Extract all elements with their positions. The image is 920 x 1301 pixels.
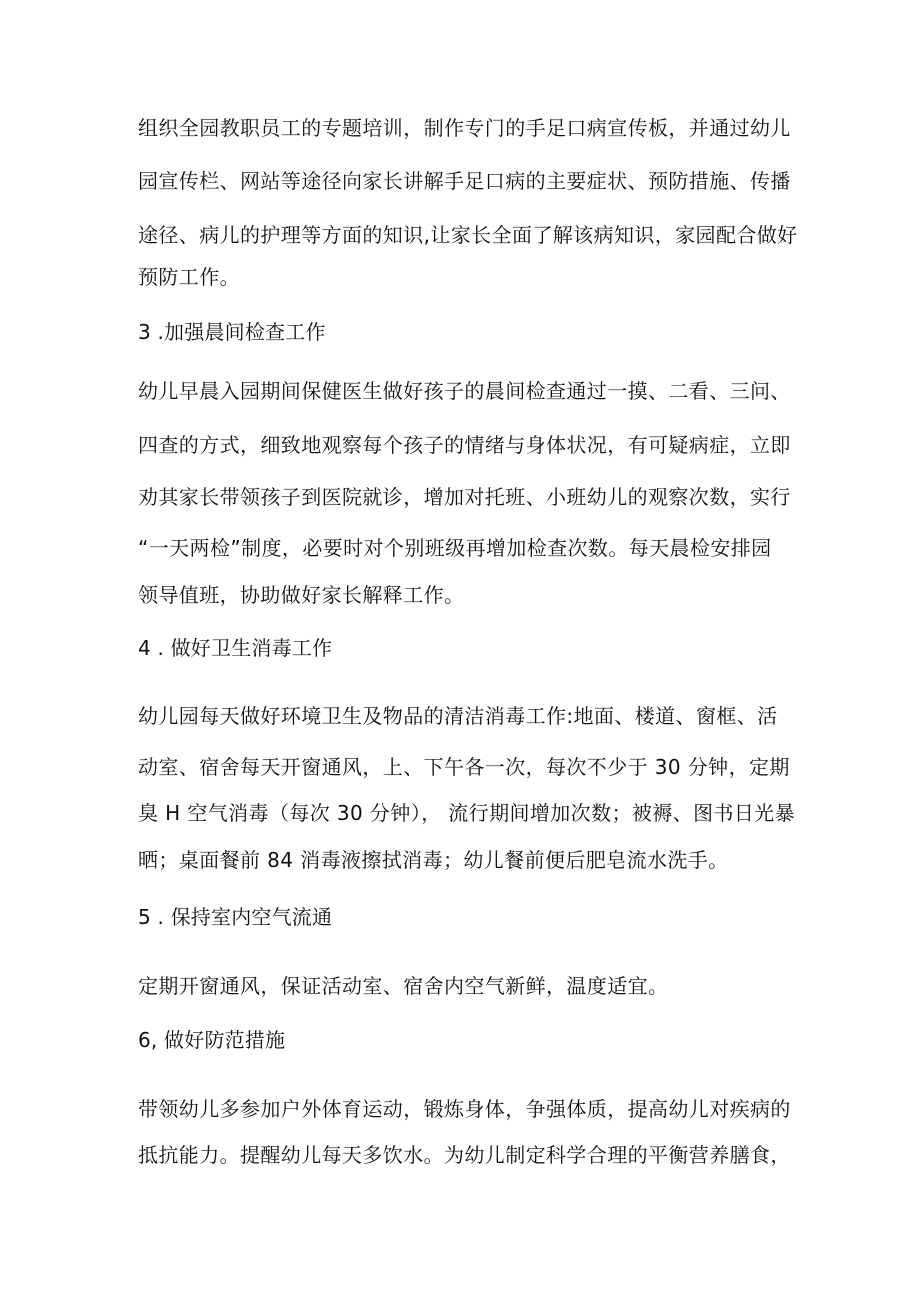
paragraph-line: 预防工作。	[138, 265, 240, 289]
section-heading-3: 3 .加强晨间检查工作	[138, 320, 326, 344]
paragraph-line: 抵抗能力。提醒幼儿每天多饮水。为幼儿制定科学合理的平衡营养膳食，	[138, 1143, 791, 1167]
paragraph-line: 臭 H 空气消毒（每次 30 分钟）， 流行期间增加次数；被褥、图书日光暴	[138, 801, 796, 825]
section-heading-6: 6, 做好防范措施	[138, 1028, 286, 1052]
paragraph-line: 劝其家长带领孩子到医院就诊，增加对托班、小班幼儿的观察次数，实行	[138, 485, 791, 509]
paragraph-line: 带领幼儿多参加户外体育运动，锻炼身体，争强体质，提高幼儿对疾病的	[138, 1097, 791, 1121]
paragraph-line: “一天两检”制度，必要时对个别班级再增加检查次数。每天晨检安排园	[138, 536, 772, 560]
paragraph-line: 途径、病儿的护理等方面的知识,让家长全面了解该病知识，家园配合做好	[138, 223, 798, 247]
paragraph-line: 定期开窗通风，保证活动室、宿舍内空气新鲜，温度适宜。	[138, 974, 669, 998]
paragraph-line: 晒；桌面餐前 84 消毒液擦拭消毒；幼儿餐前便后肥皂流水洗手。	[138, 848, 729, 872]
paragraph-line: 组织全园教职员工的专题培训，制作专门的手足口病宣传板，并通过幼儿	[138, 116, 791, 140]
paragraph-line: 幼儿早晨入园期间保健医生做好孩子的晨间检查通过一摸、二看、三问、	[138, 379, 791, 403]
paragraph-line: 四查的方式，细致地观察每个孩子的情绪与身体状况，有可疑病症，立即	[138, 433, 791, 457]
section-heading-4: 4 . 做好卫生消毒工作	[138, 636, 333, 660]
paragraph-line: 幼儿园每天做好环境卫生及物品的清洁消毒工作:地面、楼道、窗框、活	[138, 704, 778, 728]
paragraph-line: 园宣传栏、网站等途径向家长讲解手足口病的主要症状、预防措施、传播	[138, 169, 791, 193]
paragraph-line: 动室、宿舍每天开窗通风，上、下午各一次，每次不少于 30 分钟，定期	[138, 755, 790, 779]
paragraph-line: 领导值班，协助做好家长解释工作。	[138, 583, 465, 607]
section-heading-5: 5 . 保持室内空气流通	[138, 905, 333, 929]
